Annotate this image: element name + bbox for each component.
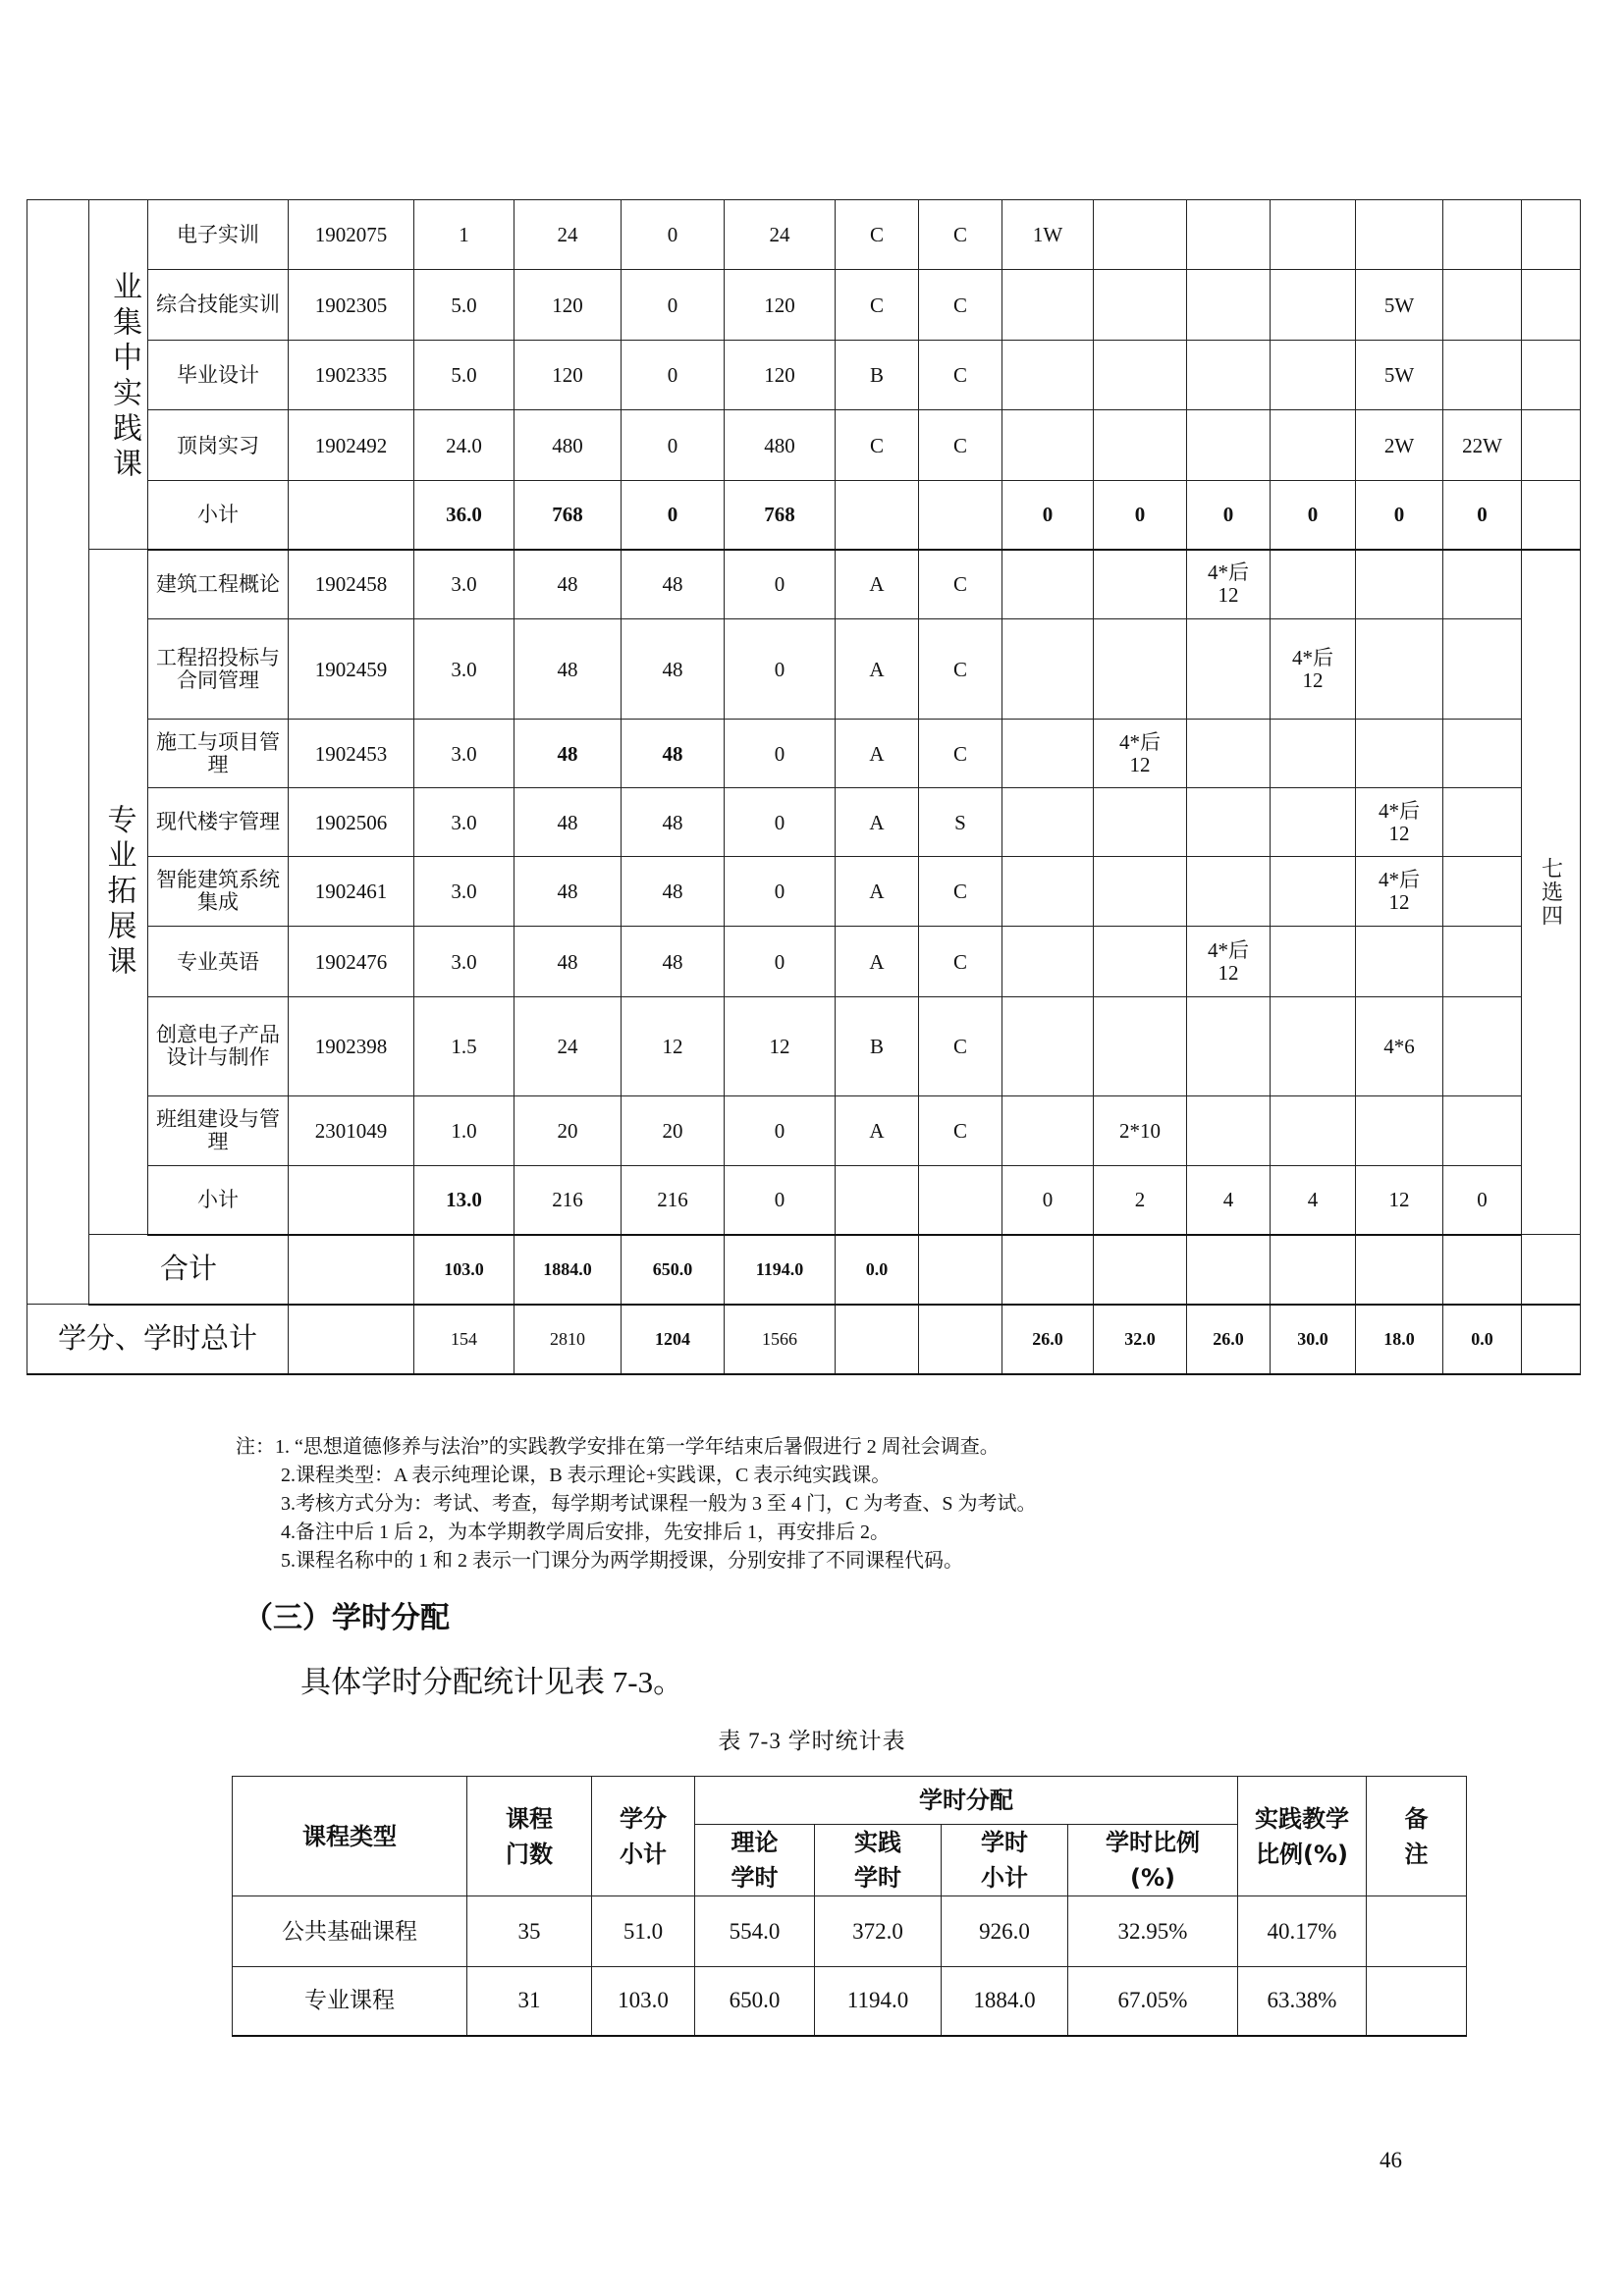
course-type: C	[836, 410, 919, 481]
semester-3: 26.0	[1187, 1305, 1271, 1374]
semester-5: 0	[1356, 481, 1443, 550]
semester-2	[1094, 857, 1187, 927]
semester-5: 5W	[1356, 270, 1443, 341]
semester-3: 4*后12	[1187, 550, 1271, 619]
remark-cell	[1522, 410, 1581, 481]
note-3: 3.考核方式分为：考试、考查，每学期考试课程一般为 3 至 4 门，C 为考查、S 为考试。	[281, 1493, 1037, 1515]
total-hours: 48	[514, 619, 622, 720]
credits: 154	[414, 1305, 514, 1374]
section-heading: （三）学时分配	[244, 1601, 450, 1635]
category-cell: 专业拓展课	[89, 550, 148, 1235]
semester-1	[1002, 857, 1094, 927]
note-5: 5.课程名称中的 1 和 2 表示一门课分为两学期授课，分别安排了不同课程代码。	[281, 1550, 963, 1572]
semester-3	[1187, 200, 1271, 270]
course-name: 电子实训	[148, 200, 289, 270]
note-1: 注：1. “思想道德修养与法治”的实践教学安排在第一学年结束后暑假进行 2 周社会调查。	[236, 1436, 1000, 1458]
semester-3	[1187, 1235, 1271, 1305]
theory-hours: 48	[622, 619, 725, 720]
semester-1	[1002, 788, 1094, 857]
course-count: 35	[467, 1896, 592, 1967]
practice-hours: 0	[725, 857, 836, 927]
course-type	[836, 481, 919, 550]
total-hours: 48	[514, 720, 622, 788]
practice-hours: 480	[725, 410, 836, 481]
course-type: A	[836, 857, 919, 927]
table-row	[27, 410, 1581, 481]
course-name: 专业英语	[148, 927, 289, 997]
course-code: 1902506	[289, 788, 414, 857]
table-caption: 表 7-3 学时统计表	[718, 1729, 906, 1753]
course-type: A	[836, 550, 919, 619]
course-code: 1902305	[289, 270, 414, 341]
course-type: A	[836, 788, 919, 857]
course-type: 0.0	[836, 1235, 919, 1305]
theory-hours: 650.0	[695, 1967, 815, 2036]
subtotal-row	[27, 481, 1581, 550]
semester-6: 0.0	[1443, 1305, 1522, 1374]
course-type: 专业课程	[233, 1967, 467, 2036]
total-hours: 24	[514, 997, 622, 1096]
practice-hours: 24	[725, 200, 836, 270]
theory-hours: 0	[622, 200, 725, 270]
semester-4	[1271, 550, 1356, 619]
exam-type: S	[919, 788, 1002, 857]
course-type: A	[836, 619, 919, 720]
exam-type	[919, 1305, 1002, 1374]
semester-1	[1002, 270, 1094, 341]
semester-4: 4*后12	[1271, 619, 1356, 720]
semester-1	[1002, 550, 1094, 619]
practice-hours: 120	[725, 341, 836, 410]
semester-6: 0	[1443, 481, 1522, 550]
semester-3	[1187, 619, 1271, 720]
practice-hours: 1194.0	[725, 1235, 836, 1305]
semester-3	[1187, 788, 1271, 857]
credits: 5.0	[414, 270, 514, 341]
hours-ratio: 32.95%	[1068, 1896, 1238, 1967]
course-code: 1902459	[289, 619, 414, 720]
semester-5	[1356, 200, 1443, 270]
course-code	[289, 1235, 414, 1305]
practice-hours: 0	[725, 1166, 836, 1235]
remark-cell	[1522, 1305, 1581, 1374]
semester-2	[1094, 1235, 1187, 1305]
practice-hours: 1566	[725, 1305, 836, 1374]
credits: 24.0	[414, 410, 514, 481]
credits: 1.0	[414, 1096, 514, 1166]
course-type	[836, 1305, 919, 1374]
table-row	[27, 270, 1581, 341]
exam-type: C	[919, 200, 1002, 270]
semester-1	[1002, 927, 1094, 997]
course-type: B	[836, 341, 919, 410]
semester-4	[1271, 270, 1356, 341]
semester-4: 30.0	[1271, 1305, 1356, 1374]
practice-hours: 0	[725, 550, 836, 619]
table-row	[27, 720, 1581, 788]
semester-1	[1002, 720, 1094, 788]
semester-6	[1443, 341, 1522, 410]
remark-cell	[1522, 270, 1581, 341]
semester-6	[1443, 788, 1522, 857]
semester-6	[1443, 857, 1522, 927]
table-row	[27, 200, 1581, 270]
course-code: 1902398	[289, 997, 414, 1096]
theory-hours: 0	[622, 341, 725, 410]
credits: 1.5	[414, 997, 514, 1096]
remark-cell	[1522, 341, 1581, 410]
header-hours-allocation: 学时分配	[695, 1777, 1238, 1825]
course-code: 1902476	[289, 927, 414, 997]
table-row	[233, 1896, 1467, 1967]
semester-6: 0	[1443, 1166, 1522, 1235]
practice-hours: 12	[725, 997, 836, 1096]
practice-hours: 372.0	[815, 1896, 942, 1967]
practice-hours: 768	[725, 481, 836, 550]
semester-3	[1187, 1096, 1271, 1166]
exam-type	[919, 1166, 1002, 1235]
practice-hours: 1194.0	[815, 1967, 942, 2036]
credits: 3.0	[414, 550, 514, 619]
total-hours: 120	[514, 341, 622, 410]
total-hours: 48	[514, 927, 622, 997]
semester-5	[1356, 1096, 1443, 1166]
semester-4	[1271, 200, 1356, 270]
semester-3: 4	[1187, 1166, 1271, 1235]
semester-1	[1002, 410, 1094, 481]
exam-type: C	[919, 857, 1002, 927]
table-row	[233, 1967, 1467, 2036]
course-type: A	[836, 1096, 919, 1166]
hours-statistics-table	[232, 1776, 1467, 2037]
semester-4	[1271, 341, 1356, 410]
course-name: 建筑工程概论	[148, 550, 289, 619]
practice-hours: 0	[725, 1096, 836, 1166]
semester-5: 18.0	[1356, 1305, 1443, 1374]
semester-5: 2W	[1356, 410, 1443, 481]
semester-6	[1443, 927, 1522, 997]
semester-6	[1443, 997, 1522, 1096]
semester-2	[1094, 619, 1187, 720]
semester-5: 12	[1356, 1166, 1443, 1235]
grand-total-label: 学分、学时总计	[27, 1305, 289, 1374]
semester-6: 22W	[1443, 410, 1522, 481]
semester-5	[1356, 619, 1443, 720]
course-count: 31	[467, 1967, 592, 2036]
course-code: 1902453	[289, 720, 414, 788]
semester-3: 4*后12	[1187, 927, 1271, 997]
semester-2	[1094, 997, 1187, 1096]
total-label: 合计	[89, 1235, 289, 1305]
semester-2: 32.0	[1094, 1305, 1187, 1374]
header-credit-subtotal: 学分小计	[592, 1777, 695, 1896]
theory-hours: 1204	[622, 1305, 725, 1374]
semester-6	[1443, 270, 1522, 341]
course-schedule-table	[27, 199, 1581, 1375]
course-name: 小计	[148, 481, 289, 550]
theory-hours: 20	[622, 1096, 725, 1166]
course-name: 工程招投标与合同管理	[148, 619, 289, 720]
credits: 3.0	[414, 857, 514, 927]
semester-1	[1002, 997, 1094, 1096]
subtotal-row	[27, 1166, 1581, 1235]
semester-1: 1W	[1002, 200, 1094, 270]
semester-4	[1271, 857, 1356, 927]
exam-type: C	[919, 619, 1002, 720]
exam-type	[919, 481, 1002, 550]
hours-subtotal: 1884.0	[942, 1967, 1068, 2036]
credits: 103.0	[414, 1235, 514, 1305]
semester-4	[1271, 927, 1356, 997]
exam-type: C	[919, 270, 1002, 341]
semester-1	[1002, 1096, 1094, 1166]
course-code: 1902458	[289, 550, 414, 619]
course-code: 1902075	[289, 200, 414, 270]
credits: 3.0	[414, 720, 514, 788]
hours-ratio: 67.05%	[1068, 1967, 1238, 2036]
theory-hours: 48	[622, 857, 725, 927]
total-hours: 48	[514, 550, 622, 619]
credits: 3.0	[414, 619, 514, 720]
table-row	[27, 927, 1581, 997]
hours-subtotal: 926.0	[942, 1896, 1068, 1967]
header-practice-hours: 实践学时	[815, 1825, 942, 1896]
semester-3: 0	[1187, 481, 1271, 550]
semester-2: 2*10	[1094, 1096, 1187, 1166]
course-name: 小计	[148, 1166, 289, 1235]
semester-2: 0	[1094, 481, 1187, 550]
semester-4	[1271, 410, 1356, 481]
semester-6	[1443, 619, 1522, 720]
semester-2	[1094, 270, 1187, 341]
header-practice-ratio: 实践教学比例(%)	[1238, 1777, 1367, 1896]
table-row	[27, 997, 1581, 1096]
course-name: 创意电子产品设计与制作	[148, 997, 289, 1096]
semester-2	[1094, 927, 1187, 997]
exam-type: C	[919, 927, 1002, 997]
note-4: 4.备注中后 1 后 2，为本学期教学周后安排，先安排后 1，再安排后 2。	[281, 1522, 890, 1543]
total-hours: 480	[514, 410, 622, 481]
semester-5	[1356, 720, 1443, 788]
total-hours: 48	[514, 788, 622, 857]
theory-hours: 48	[622, 720, 725, 788]
course-name: 施工与项目管理	[148, 720, 289, 788]
semester-2	[1094, 550, 1187, 619]
remark-cell	[1522, 481, 1581, 550]
semester-5: 4*6	[1356, 997, 1443, 1096]
table-row	[27, 341, 1581, 410]
header-course-type: 课程类型	[233, 1777, 467, 1896]
practice-hours: 0	[725, 619, 836, 720]
semester-4: 0	[1271, 481, 1356, 550]
credits: 5.0	[414, 341, 514, 410]
table-row	[27, 788, 1581, 857]
exam-type: C	[919, 997, 1002, 1096]
course-name: 班组建设与管理	[148, 1096, 289, 1166]
credits: 36.0	[414, 481, 514, 550]
semester-4	[1271, 997, 1356, 1096]
total-hours: 24	[514, 200, 622, 270]
body-paragraph: 具体学时分配统计见表 7-3。	[300, 1665, 684, 1699]
exam-type	[919, 1235, 1002, 1305]
remark	[1367, 1896, 1467, 1967]
course-code	[289, 1305, 414, 1374]
semester-3	[1187, 270, 1271, 341]
semester-5	[1356, 550, 1443, 619]
theory-hours: 48	[622, 927, 725, 997]
course-type: C	[836, 200, 919, 270]
theory-hours: 12	[622, 997, 725, 1096]
semester-2	[1094, 410, 1187, 481]
total-hours: 216	[514, 1166, 622, 1235]
category-cell: 业集中实践课	[89, 200, 148, 550]
semester-5: 4*后12	[1356, 788, 1443, 857]
course-type: C	[836, 270, 919, 341]
course-code: 1902335	[289, 341, 414, 410]
semester-3	[1187, 857, 1271, 927]
semester-2	[1094, 341, 1187, 410]
table-row	[27, 550, 1581, 619]
total-hours: 1884.0	[514, 1235, 622, 1305]
semester-1	[1002, 341, 1094, 410]
theory-hours: 0	[622, 410, 725, 481]
semester-1: 0	[1002, 481, 1094, 550]
note-2: 2.课程类型：A 表示纯理论课，B 表示理论+实践课，C 表示纯实践课。	[281, 1465, 892, 1486]
semester-5: 5W	[1356, 341, 1443, 410]
semester-5	[1356, 927, 1443, 997]
course-name: 现代楼宇管理	[148, 788, 289, 857]
course-type: B	[836, 997, 919, 1096]
semester-4	[1271, 788, 1356, 857]
semester-4	[1271, 720, 1356, 788]
header-hours-ratio: 学时比例(%)	[1068, 1825, 1238, 1896]
credit-subtotal: 103.0	[592, 1967, 695, 2036]
course-name: 智能建筑系统集成	[148, 857, 289, 927]
remark-cell: 七选四	[1522, 550, 1581, 1235]
course-type	[836, 1166, 919, 1235]
table-notes	[236, 1433, 1036, 1575]
practice-hours: 0	[725, 720, 836, 788]
practice-ratio: 63.38%	[1238, 1967, 1367, 2036]
course-code	[289, 481, 414, 550]
theory-hours: 554.0	[695, 1896, 815, 1967]
semester-2	[1094, 788, 1187, 857]
total-hours: 48	[514, 857, 622, 927]
total-hours: 2810	[514, 1305, 622, 1374]
semester-1	[1002, 1235, 1094, 1305]
semester-2: 2	[1094, 1166, 1187, 1235]
page-number: 46	[1380, 2148, 1402, 2172]
exam-type: C	[919, 341, 1002, 410]
credit-subtotal: 51.0	[592, 1896, 695, 1967]
semester-6	[1443, 1096, 1522, 1166]
exam-type: C	[919, 410, 1002, 481]
total-hours: 20	[514, 1096, 622, 1166]
semester-3	[1187, 997, 1271, 1096]
semester-1: 26.0	[1002, 1305, 1094, 1374]
semester-3	[1187, 720, 1271, 788]
exam-type: C	[919, 550, 1002, 619]
course-code	[289, 1166, 414, 1235]
semester-6	[1443, 1235, 1522, 1305]
credits: 3.0	[414, 927, 514, 997]
theory-hours: 0	[622, 270, 725, 341]
course-name: 毕业设计	[148, 341, 289, 410]
semester-5: 4*后12	[1356, 857, 1443, 927]
credits: 3.0	[414, 788, 514, 857]
semester-1: 0	[1002, 1166, 1094, 1235]
remark-cell	[1522, 200, 1581, 270]
course-type: A	[836, 720, 919, 788]
credits: 13.0	[414, 1166, 514, 1235]
practice-hours: 0	[725, 927, 836, 997]
outer-margin-cell	[27, 200, 89, 1305]
semester-6	[1443, 720, 1522, 788]
remark	[1367, 1967, 1467, 2036]
semester-4: 4	[1271, 1166, 1356, 1235]
semester-4	[1271, 1235, 1356, 1305]
exam-type: C	[919, 720, 1002, 788]
practice-hours: 0	[725, 788, 836, 857]
course-name: 综合技能实训	[148, 270, 289, 341]
table-row	[27, 619, 1581, 720]
semester-2: 4*后12	[1094, 720, 1187, 788]
theory-hours: 0	[622, 481, 725, 550]
semester-1	[1002, 619, 1094, 720]
semester-6	[1443, 200, 1522, 270]
exam-type: C	[919, 1096, 1002, 1166]
semester-2	[1094, 200, 1187, 270]
course-code: 2301049	[289, 1096, 414, 1166]
total-hours: 120	[514, 270, 622, 341]
grand-total-row	[27, 1305, 1581, 1374]
semester-4	[1271, 1096, 1356, 1166]
table-row	[27, 1096, 1581, 1166]
theory-hours: 216	[622, 1166, 725, 1235]
semester-6	[1443, 550, 1522, 619]
course-code: 1902461	[289, 857, 414, 927]
credits: 1	[414, 200, 514, 270]
course-name: 顶岗实习	[148, 410, 289, 481]
header-theory-hours: 理论学时	[695, 1825, 815, 1896]
semester-3	[1187, 341, 1271, 410]
theory-hours: 650.0	[622, 1235, 725, 1305]
theory-hours: 48	[622, 550, 725, 619]
semester-5	[1356, 1235, 1443, 1305]
remark-cell	[1522, 1235, 1581, 1305]
course-type: 公共基础课程	[233, 1896, 467, 1967]
theory-hours: 48	[622, 788, 725, 857]
header-course-count: 课程门数	[467, 1777, 592, 1896]
header-hours-subtotal: 学时小计	[942, 1825, 1068, 1896]
total-row	[27, 1235, 1581, 1305]
total-hours: 768	[514, 481, 622, 550]
practice-ratio: 40.17%	[1238, 1896, 1367, 1967]
course-type: A	[836, 927, 919, 997]
header-remark: 备注	[1367, 1777, 1467, 1896]
practice-hours: 120	[725, 270, 836, 341]
table-row	[27, 857, 1581, 927]
semester-3	[1187, 410, 1271, 481]
course-code: 1902492	[289, 410, 414, 481]
